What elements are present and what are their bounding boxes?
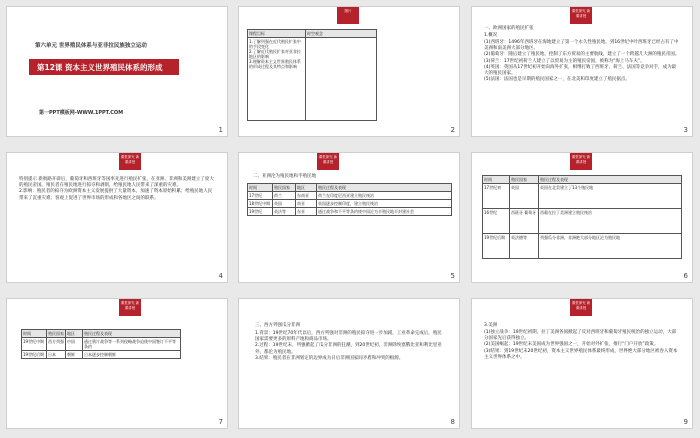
slide-badge: 课堂探究 新课讲授 <box>119 153 141 170</box>
table-cell: 列强瓜分非洲，非洲绝大部分地区沦为殖民地 <box>539 234 682 259</box>
body-line: (2)葡萄牙：随后建立了殖民地，控制了东方贸易的主要航线，建立了一个跨越几大洲的殖民帝国。 <box>484 52 680 58</box>
header-cell: 殖民过程及表现 <box>83 330 181 338</box>
table-cell: 英国逐步控制印度，建立殖民统治 <box>317 200 452 208</box>
slide-thumbnail-4[interactable] <box>6 152 228 283</box>
lesson-title: 第12课 资本主义世界殖民体系的形成 <box>37 63 163 72</box>
slide-number: 3 <box>683 126 688 134</box>
table-cell: 荷兰在印度尼西亚建立殖民统治 <box>317 192 452 200</box>
empty-cell <box>306 38 377 121</box>
slide-body <box>19 177 215 202</box>
colony-table <box>482 175 682 259</box>
table-cell: 18世纪中期 <box>248 200 273 208</box>
body-line: (2)美国崛起：19世纪末美国成为世界强国之一，开始对外扩张，推行“门户开放”政策。 <box>484 342 659 348</box>
body-line: (5)法国：法国也是早期的殖民国家之一，在北美和印度建立了殖民据点。 <box>484 77 630 83</box>
section-subheading: 1.概况 <box>484 33 498 38</box>
table-cell: 西葡在拉丁美洲建立殖民统治 <box>539 209 682 234</box>
slide-body <box>484 40 680 83</box>
table-cell: 19世纪后期 <box>483 234 510 259</box>
table-cell: 19世纪 <box>248 208 273 216</box>
slide-number: 5 <box>450 272 455 280</box>
table-cell: 19世纪后期 <box>22 351 47 359</box>
table-cell: 英国 <box>273 200 296 208</box>
table-cell: 日本逐步控制朝鲜 <box>83 351 181 359</box>
header-cell: 殖民过程及表现 <box>539 176 682 184</box>
table-cell: 南亚 <box>296 200 317 208</box>
slide-number: 9 <box>683 418 688 426</box>
table-cell: 中国 <box>66 338 83 351</box>
header-cell: 殖民国家 <box>273 184 296 192</box>
header-cell: 课程目标 <box>248 30 306 38</box>
header-cell: 殖民国家 <box>510 176 539 184</box>
slide-number: 7 <box>218 418 223 426</box>
body-line: 2.影响：殖民者的掠夺为欧洲资本主义发展提供了大量资本，加速了资本原始积累；给殖民地人民带来了沉重灾难；客观上促进了世界市场的形成和各地区之间的联系。 <box>19 189 213 201</box>
table-cell: 西班牙 葡萄牙 <box>510 209 539 234</box>
slide-number: 2 <box>450 126 455 134</box>
section-heading: 3.美洲 <box>484 323 498 328</box>
slide-thumbnail-3[interactable] <box>471 6 693 137</box>
colony-table <box>247 183 452 216</box>
header-cell: 时间 <box>248 184 273 192</box>
header-cell: 地区 <box>296 184 317 192</box>
header-cell: 殖民国家 <box>48 331 64 336</box>
table-cell: 朝鲜 <box>66 351 83 359</box>
goal-item: 1.了解列强在近代殖民扩张中的手段变化 <box>249 39 301 49</box>
slide-badge: 课堂探究 新课讲授 <box>570 299 592 316</box>
goal-item: 2.了解近代殖民扩张对亚非拉地区的影响 <box>249 49 301 59</box>
slide-thumbnail-8[interactable] <box>238 298 460 429</box>
slide-badge: 课堂探究 新课讲授 <box>570 153 592 170</box>
goal-item: 3.理解资本主义世界殖民体系的形成过程及其特点和影响 <box>249 59 301 69</box>
table-cell: 19世纪中期 <box>22 338 47 351</box>
table-cell: 通过鸦片战争等一系列侵略战争迫使中国签订不平等条约 <box>83 338 181 351</box>
slide-thumbnail-7[interactable] <box>6 298 228 429</box>
slide-number: 1 <box>218 126 223 134</box>
table-cell: 东南亚 <box>296 192 317 200</box>
colony-table <box>21 329 181 359</box>
table-cell: 英国 <box>510 184 539 209</box>
slide-thumbnail-9[interactable] <box>471 298 693 429</box>
body-line: 特别提示 新航路开辟后，葡萄牙和西班牙等国率先进行殖民扩张，在亚洲、非洲和美洲建立了庞大的殖民帝国。殖民者在殖民地进行掠夺和剥削，给殖民地人民带来了深重的灾难。 <box>19 177 214 189</box>
slide-thumbnail-5[interactable] <box>238 152 460 283</box>
section-heading: 一、欧洲国家的殖民扩张 <box>484 26 534 31</box>
table-cell: 17世纪 <box>248 192 273 200</box>
unit-title: 第六单元 世界殖民体系与亚非拉民族独立运动 <box>35 43 147 49</box>
body-line: (3)结果：到19世纪末20世纪初，资本主义世界殖民体系最终形成，世界绝大部分地区被卷入资本主义世界体系之中。 <box>484 348 678 360</box>
body-line: (1)独立战争：19世纪初期，拉丁美洲各国掀起了反对西班牙和葡萄牙殖民统治的独立运动，大部分国家先后获得独立。 <box>484 330 677 342</box>
header-cell: 时间 <box>22 330 47 338</box>
table-cell: 日本 <box>47 351 66 359</box>
table-cell: 荷兰 <box>273 192 296 200</box>
body-line: (3)荷兰：17世纪初荷兰人建立了以贸易为主的殖民帝国，被称为“海上马车夫”。 <box>484 58 645 64</box>
table-cell: 东亚 <box>296 208 317 216</box>
body-line: 3.结果：殖民者在非洲划定的边界成为日后非洲国家间矛盾和冲突的根源。 <box>255 355 404 361</box>
table-cell: 英法等 <box>273 208 296 216</box>
body-line: (1)西班牙：1496年西班牙在海地建立了第一个永久性殖民地，到16世纪中叶西班牙已经占有了中美洲和南美洲大部分地区。 <box>484 40 679 52</box>
section-heading: 三、西方列强瓜分非洲 <box>255 323 300 328</box>
table-cell: 16世纪 <box>483 209 510 234</box>
slide-badge: 课堂探究 新课讲授 <box>570 7 592 24</box>
table-cell: 西方列强 <box>47 338 66 351</box>
table-cell: 英国在北美建立了13个殖民地 <box>539 184 682 209</box>
slide-thumbnail-2[interactable] <box>238 6 460 137</box>
goals-table <box>247 29 377 121</box>
table-cell: 通过战争和不平等条约使中国沦为半殖民地半封建社会 <box>317 208 452 216</box>
goals-cell <box>248 38 306 121</box>
body-line: 1.背景：19世纪70年代以后，西方列强对非洲的殖民掠夺进一步加剧，工业革命完成后，殖民国家需要更多的原料产地和商品市场。 <box>255 331 442 343</box>
header-cell: 地区 <box>66 330 83 338</box>
header-cell: 时间 <box>483 176 510 184</box>
table-cell: 17世纪初 <box>483 184 510 209</box>
footer-brand: 第一PPT模板网-WWW.1PPT.COM <box>39 110 124 116</box>
slide-thumbnail-6[interactable] <box>471 152 693 283</box>
slide-number: 6 <box>683 272 688 280</box>
slide-body <box>255 331 445 362</box>
body-line: (4)英国：英国从17世纪初开始向海外扩张，相继打败了西班牙、荷兰、法国等竞争对手，成为最大的殖民国家。 <box>484 64 677 77</box>
table-cell: 英法德等 <box>510 234 539 259</box>
slide-thumbnail-1[interactable] <box>6 6 228 137</box>
header-cell: 殖民过程及表现 <box>317 184 452 192</box>
section-heading: 二、亚洲沦为殖民地和半殖民地 <box>253 174 316 179</box>
header-cell: 时空观念 <box>306 30 377 38</box>
slide-number: 8 <box>450 418 455 426</box>
slide-badge: 课堂探究 新课讲授 <box>317 153 339 170</box>
slide-badge: 图片 <box>337 7 359 24</box>
body-line: 2.过程：19世纪末，列强掀起了瓜分非洲的狂潮，到20世纪初，非洲除埃塞俄比亚和利比里亚外，都沦为殖民地。 <box>255 343 442 355</box>
slide-number: 4 <box>218 272 223 280</box>
slide-body <box>484 330 680 361</box>
slide-badge: 课堂探究 新课讲授 <box>119 299 141 316</box>
